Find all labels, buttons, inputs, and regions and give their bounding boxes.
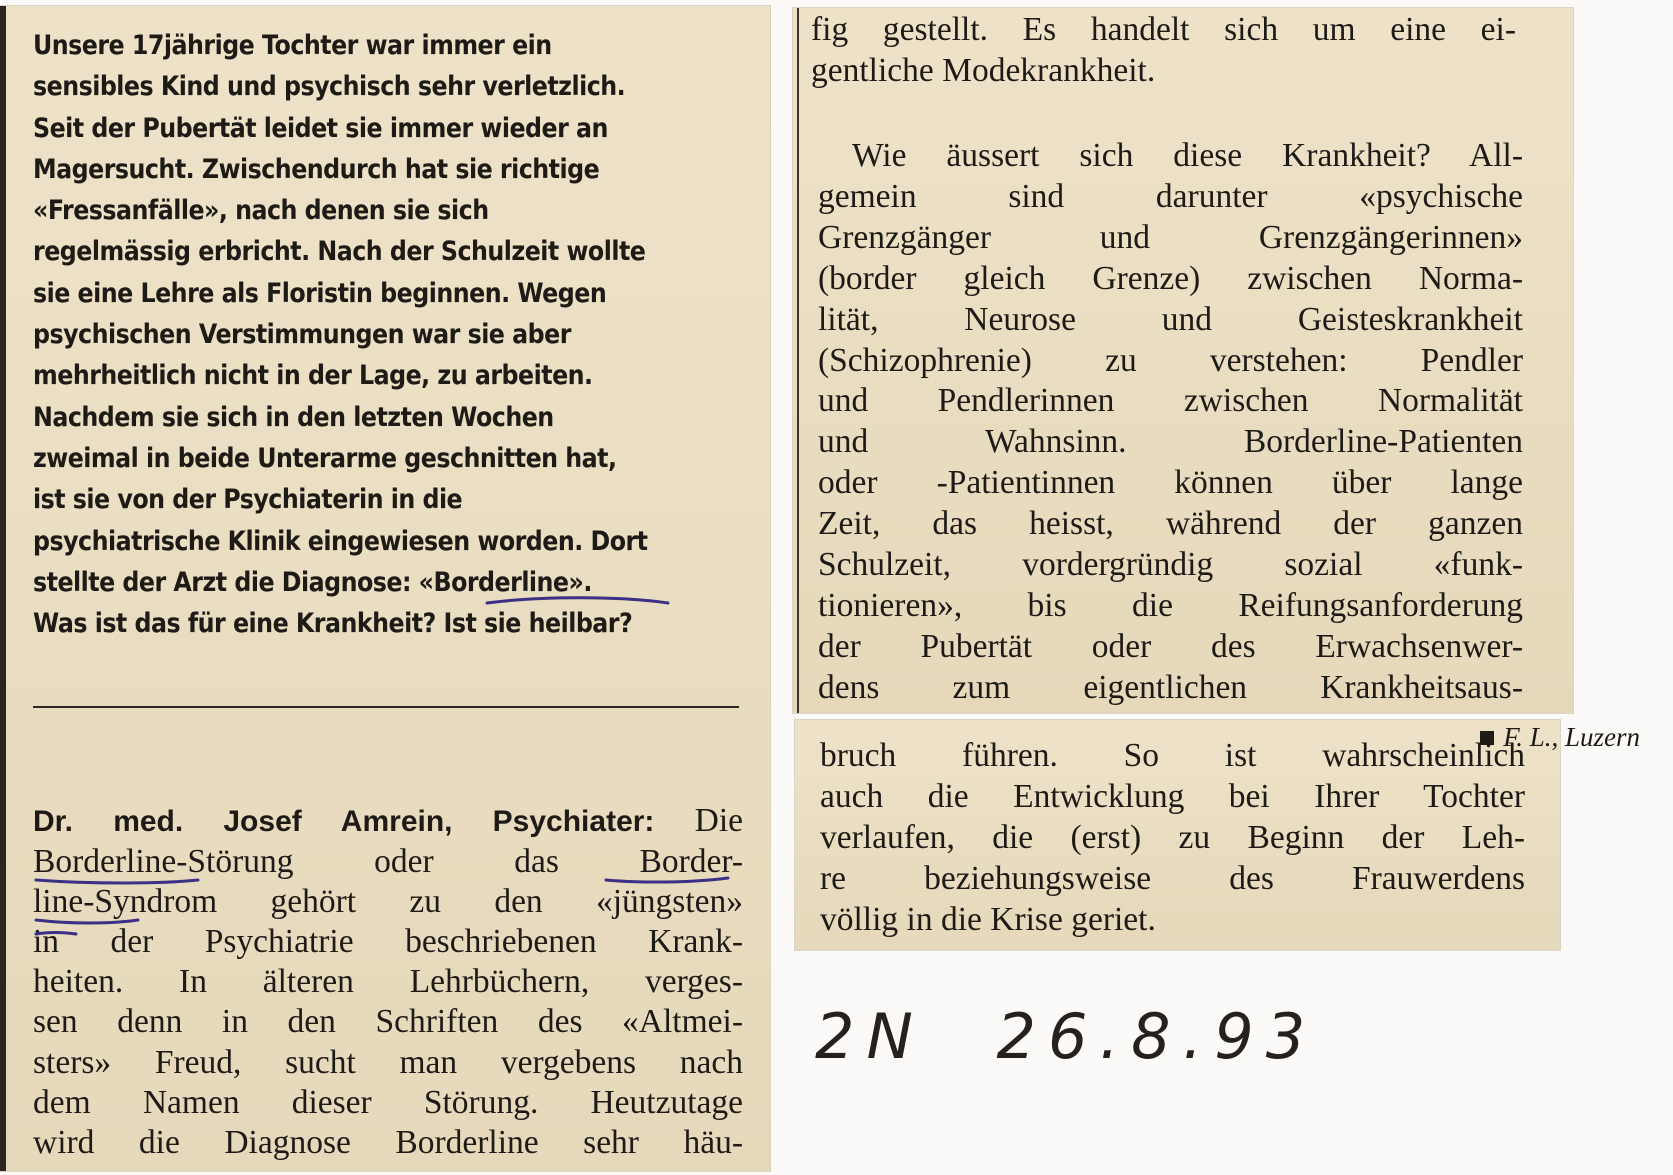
answer-line: auch die Entwicklung bei Ihrer Tochter — [820, 777, 1525, 815]
column-rule — [797, 8, 799, 713]
answer-line: (Schizophrenie) zu verstehen: Pendler — [818, 341, 1523, 379]
answer-line: sen denn in den Schriften des «Altmei- — [33, 1003, 743, 1041]
answer-line: der Pubertät oder des Erwachsenwer- — [818, 627, 1523, 665]
question-line: Seit der Pubertät leidet sie immer wieder an — [33, 112, 608, 144]
question-line: regelmässig erbricht. Nach der Schulzeit wollte — [33, 236, 646, 268]
question-line: sie eine Lehre als Floristin beginnen. Wegen — [33, 277, 607, 309]
answer-line: Borderline-Störung oder das Border- — [33, 843, 743, 881]
expert-answer — [33, 801, 743, 1163]
question-line: Nachdem sie sich in den letzten Wochen — [33, 401, 554, 433]
question-line: sensibles Kind und psychisch sehr verletzlich. — [33, 71, 626, 103]
question-line: zweimal in beide Unterarme geschnitten hat, — [33, 442, 617, 474]
answer-line: sters» Freud, sucht man vergebens nach — [33, 1043, 743, 1081]
question-line: Was ist das für eine Krankheit? Ist sie heilbar? — [33, 608, 633, 640]
answer-line: tionieren», bis die Reifungsanforderung — [818, 586, 1523, 624]
answer-line: heiten. In älteren Lehrbüchern, verges- — [33, 963, 743, 1001]
answer-line: fig gestellt. Es handelt sich um eine ei- — [811, 11, 1516, 48]
answer-author: Dr. med. Josef Amrein, Psychiater: — [33, 805, 655, 838]
answer-line: gemein sind darunter «psychische — [818, 177, 1523, 215]
question-line: Magersucht. Zwischendurch hat sie richtige — [33, 153, 600, 185]
question-line: «Fressanfälle», nach denen sie sich — [33, 195, 489, 227]
answer-line: re beziehungsweise des Frauwerdens — [820, 859, 1525, 897]
clipping-edge-shadow — [0, 6, 6, 1171]
answer-line: völlig in die Krise geriet. — [820, 900, 1156, 938]
question-line: stellte der Arzt die Diagnose: «Borderline». — [33, 566, 592, 598]
section-divider — [33, 706, 739, 708]
answer-line: gentliche Modekrankheit. — [811, 51, 1156, 89]
answer-line — [33, 801, 743, 842]
question-line: Unsere 17jährige Tochter war immer ein — [33, 30, 552, 61]
answer-line: Grenzgänger und Grenzgängerinnen» — [818, 218, 1523, 256]
answer-line: (border gleich Grenze) zwischen Norma- — [818, 259, 1523, 297]
question-line: mehrheitlich nicht in der Lage, zu arbeiten. — [33, 360, 593, 392]
answer-line: verlaufen, die (erst) zu Beginn der Leh- — [820, 818, 1525, 856]
answer-line: Schulzeit, vordergründig sozial «funk- — [818, 546, 1523, 584]
handwritten-date-note: 2N 26.8.93 — [815, 1000, 1318, 1073]
answer-line: in der Psychiatrie beschriebenen Krank- — [33, 923, 743, 961]
answer-line-text: Die — [694, 802, 744, 839]
answer-line: dens zum eigentlichen Krankheitsaus- — [818, 668, 1523, 706]
question-line: psychiatrische Klinik eingewiesen worden. Dort — [33, 525, 648, 557]
answer-line: oder -Patientinnen können über lange — [818, 464, 1523, 502]
answer-line: Wie äussert sich diese Krankheit? All- — [852, 137, 1523, 174]
answer-line: lität, Neurose und Geisteskrankheit — [818, 300, 1523, 338]
answer-line: line-Syndrom gehört zu den «jüngsten» — [33, 883, 743, 921]
answer-continuation-top — [811, 10, 1516, 92]
answer-line: wird die Diagnose Borderline sehr häu- — [33, 1123, 743, 1161]
question-line: ist sie von der Psychiaterin in die — [33, 484, 463, 516]
answer-line: dem Namen dieser Störung. Heutzutage — [33, 1083, 743, 1121]
reader-question — [33, 25, 742, 644]
answer-line: bruch führen. So ist wahrscheinlich — [820, 737, 1525, 774]
answer-continuation-bottom — [820, 736, 1525, 941]
answer-line: und Pendlerinnen zwischen Normalität — [818, 382, 1523, 420]
question-line: psychischen Verstimmungen war sie aber — [33, 319, 571, 351]
answer-line: Zeit, das heisst, während der ganzen — [818, 505, 1523, 543]
answer-continuation-middle — [818, 136, 1523, 709]
signature-text: F. L., Luzern — [1503, 722, 1640, 752]
answer-line: und Wahnsinn. Borderline-Patienten — [818, 423, 1523, 461]
